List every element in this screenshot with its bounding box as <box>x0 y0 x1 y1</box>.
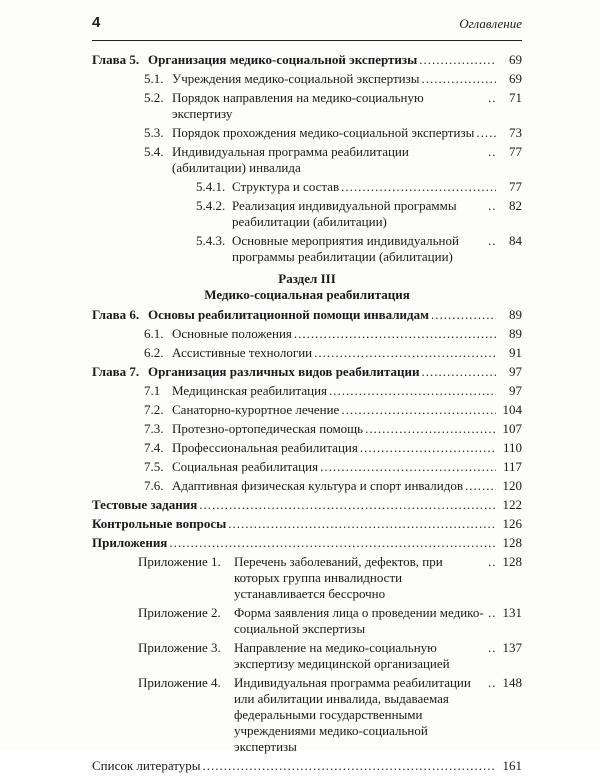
entry-title: Приложения <box>92 535 168 550</box>
entry-number: 5.4.2. <box>196 198 226 213</box>
entry-page-number: 89 <box>509 326 522 341</box>
entry-number: 5.4.3. <box>196 233 226 248</box>
running-header: Оглавление <box>459 16 522 31</box>
dot-leader <box>169 535 496 551</box>
entry-title: Контрольные вопросы <box>92 516 227 531</box>
dot-leader <box>314 345 496 361</box>
dot-leader <box>421 71 496 87</box>
entry-number: 6.2. <box>144 345 164 360</box>
entry-page-number: 97 <box>509 383 522 398</box>
entry-title: Адаптивная физическая культура и спорт инвалидов <box>172 478 463 493</box>
entry-page-number: 69 <box>509 71 522 86</box>
dot-leader <box>203 758 497 774</box>
dot-leader <box>360 440 496 456</box>
entry-title: Перечень заболеваний, дефектов, при которых группа инвалидности устанавливается бессрочно <box>234 554 443 601</box>
entry-title: Организация медико-социальной экспертизы <box>148 52 418 67</box>
entry-title: Порядок направления на медико-социальную экспертизу <box>172 90 424 121</box>
section-title: Медико-социальная реабилитация <box>204 287 410 302</box>
section-heading <box>92 271 522 303</box>
dot-leader <box>488 554 496 570</box>
entry-title: Форма заявления лица о проведении медико-социальной экспертизы <box>234 605 484 636</box>
entry-page-number: 97 <box>509 364 522 379</box>
entry-number: 7.2. <box>144 402 164 417</box>
entry-page-number: 128 <box>502 535 522 550</box>
toc-entry <box>92 71 522 87</box>
toc-entry <box>92 758 522 774</box>
toc-entry <box>92 640 522 672</box>
entry-page-number: 117 <box>502 459 522 474</box>
toc-entry <box>92 307 522 323</box>
dot-leader <box>422 364 497 380</box>
dot-leader <box>228 516 496 532</box>
entry-title: Основные положения <box>172 326 292 341</box>
entry-page-number: 131 <box>502 605 522 620</box>
dot-leader <box>431 307 496 323</box>
entry-number: 5.2. <box>144 90 164 105</box>
entry-page-number: 128 <box>502 554 522 569</box>
entry-page-number: 77 <box>509 179 522 194</box>
entry-number: 7.5. <box>144 459 164 474</box>
entry-page-number: 120 <box>502 478 522 493</box>
toc-entry <box>92 90 522 122</box>
page-number: 4 <box>92 14 101 31</box>
entry-title: Индивидуальная программа реабилитации (абилитации) инвалида <box>172 144 409 175</box>
toc-entry <box>92 554 522 602</box>
entry-page-number: 77 <box>509 144 522 159</box>
toc-entry <box>92 52 522 68</box>
entry-title: Тестовые задания <box>92 497 198 512</box>
entry-number: 7.4. <box>144 440 164 455</box>
entry-page-number: 107 <box>502 421 522 436</box>
dot-leader <box>488 144 496 160</box>
toc-entry <box>92 345 522 361</box>
toc-entry <box>92 144 522 176</box>
entry-title: Индивидуальная программа реабилитации или абилитации инвалида, выдаваемая федеральными государственными учреждениями медико-социальной экспертизы <box>234 675 471 754</box>
entry-title: Список литературы <box>92 758 201 773</box>
toc-entry <box>92 459 522 475</box>
dot-leader <box>488 640 496 656</box>
entry-number: Глава 6. <box>92 307 140 322</box>
entry-number: 5.3. <box>144 125 164 140</box>
dot-leader <box>419 52 496 68</box>
dot-leader <box>199 497 496 513</box>
entry-title: Организация различных видов реабилитации <box>148 364 420 379</box>
entry-title: Ассистивные технологии <box>172 345 313 360</box>
entry-page-number: 161 <box>502 758 522 773</box>
entry-page-number: 104 <box>502 402 522 417</box>
dot-leader <box>341 179 496 195</box>
toc-entry <box>92 478 522 494</box>
entry-number: Глава 5. <box>92 52 140 67</box>
entry-number: 7.1 <box>144 383 161 398</box>
toc-entry <box>92 125 522 141</box>
header-rule <box>92 40 522 41</box>
entry-number: Приложение 4. <box>138 675 221 690</box>
entry-page-number: 91 <box>509 345 522 360</box>
dot-leader <box>341 402 496 418</box>
entry-number: 5.4. <box>144 144 164 159</box>
entry-number: Приложение 1. <box>138 554 221 569</box>
entry-page-number: 71 <box>509 90 522 105</box>
dot-leader <box>488 233 496 249</box>
entry-title: Профессиональная реабилитация <box>172 440 358 455</box>
entry-title: Медицинская реабилитация <box>172 383 328 398</box>
dot-leader <box>476 125 496 141</box>
entry-title: Учреждения медико-социальной экспертизы <box>172 71 420 86</box>
dot-leader <box>329 383 496 399</box>
dot-leader <box>365 421 496 437</box>
entry-number: Приложение 3. <box>138 640 221 655</box>
dot-leader <box>488 675 496 691</box>
entry-number: 7.6. <box>144 478 164 493</box>
section-number: Раздел III <box>278 271 336 286</box>
entry-number: Приложение 2. <box>138 605 221 620</box>
entry-page-number: 126 <box>502 516 522 531</box>
toc-entry <box>92 326 522 342</box>
toc-entry <box>92 675 522 755</box>
entry-title: Порядок прохождения медико-социальной экспертизы <box>172 125 475 140</box>
toc-entry <box>92 179 522 195</box>
dot-leader <box>294 326 496 342</box>
entry-page-number: 148 <box>502 675 522 690</box>
entry-title: Основы реабилитационной помощи инвалидам <box>148 307 429 322</box>
dot-leader <box>465 478 496 494</box>
entry-number: 6.1. <box>144 326 164 341</box>
toc-entry <box>92 421 522 437</box>
entry-number: 5.1. <box>144 71 164 86</box>
entry-page-number: 137 <box>502 640 522 655</box>
entry-page-number: 122 <box>502 497 522 512</box>
entry-page-number: 82 <box>509 198 522 213</box>
entry-title: Санаторно-курортное лечение <box>172 402 340 417</box>
entry-page-number: 89 <box>509 307 522 322</box>
dot-leader <box>488 90 496 106</box>
entry-page-number: 69 <box>509 52 522 67</box>
toc-entry <box>92 535 522 551</box>
dot-leader <box>488 198 496 214</box>
entry-page-number: 110 <box>502 440 522 455</box>
entry-title: Структура и состав <box>232 179 340 194</box>
toc-entry <box>92 402 522 418</box>
toc-entry <box>92 516 522 532</box>
entry-title: Протезно-ортопедическая помощь <box>172 421 364 436</box>
entry-title: Направление на медико-социальную экспертизу медицинской организацией <box>234 640 450 671</box>
entry-number: 5.4.1. <box>196 179 226 194</box>
entry-number: Глава 7. <box>92 364 140 379</box>
toc-entry <box>92 233 522 265</box>
toc-entry <box>92 497 522 513</box>
entry-title: Основные мероприятия индивидуальной программы реабилитации (абилитации) <box>232 233 459 264</box>
toc-entry <box>92 198 522 230</box>
entry-number: 7.3. <box>144 421 164 436</box>
dot-leader <box>488 605 496 621</box>
toc-entry <box>92 364 522 380</box>
toc-entry <box>92 605 522 637</box>
entry-title: Социальная реабилитация <box>172 459 319 474</box>
entry-page-number: 73 <box>509 125 522 140</box>
toc-entry <box>92 440 522 456</box>
entry-page-number: 84 <box>509 233 522 248</box>
toc-entry <box>92 383 522 399</box>
table-of-contents <box>92 52 522 777</box>
entry-title: Реализация индивидуальной программы реабилитации (абилитации) <box>232 198 457 229</box>
dot-leader <box>320 459 496 475</box>
